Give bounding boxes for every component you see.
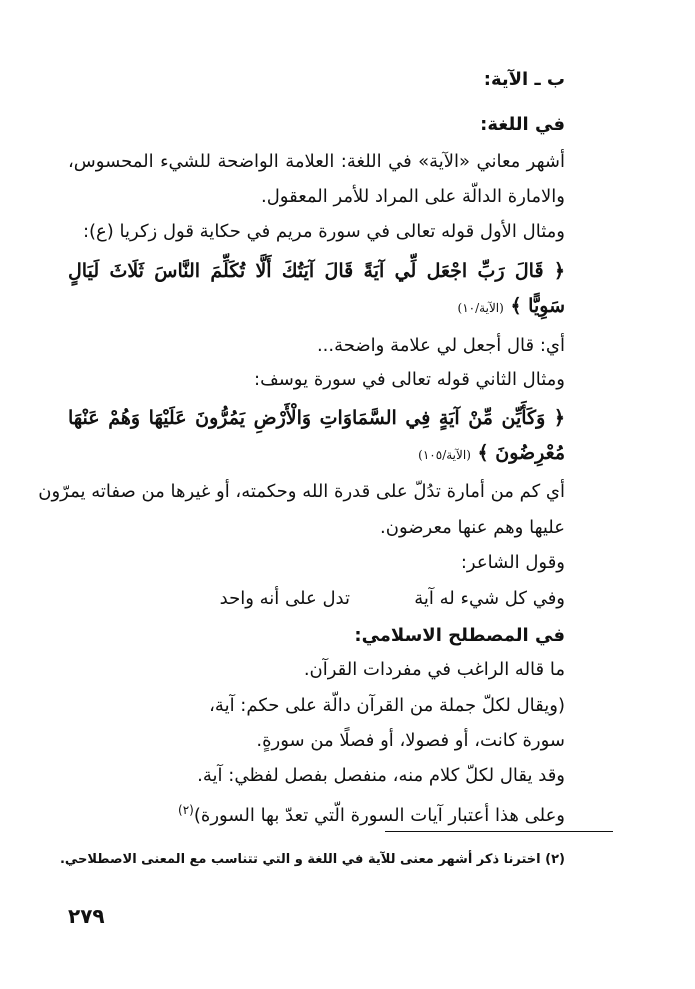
- quran-verse-end: سَوِيًّا ﴾: [510, 295, 565, 317]
- quran-verse-line: ﴿ قَالَ رَبِّ اجْعَل لِّي آيَةً قَالَ آيَتُكَ أَلَّا تُكَلِّمَ النَّاسَ ثَلَاثَ لَيَالٍ: [68, 260, 565, 282]
- body-line: أي كم من أمارة تدُلّ على قدرة الله وحكمته، أو غيرها من صفاته يمرّون: [38, 481, 565, 502]
- body-line: أي: قال أجعل لي علامة واضحة...: [316, 335, 565, 356]
- footnote-marker: (٢): [178, 803, 194, 817]
- body-line: وقد يقال لكلّ كلام منه، منفصل بفصل لفظي: آية.: [197, 765, 565, 786]
- body-line: ما قاله الراغب في مفردات القرآن.: [303, 659, 565, 680]
- quran-verse-line: [68, 292, 565, 322]
- body-line: [68, 796, 565, 830]
- body-line: (ويقال لكلّ جملة من القرآن دالّة على حكم: آية،: [209, 695, 565, 716]
- page-number: ٢٧٩: [68, 904, 105, 928]
- poem-hemistich-first: وفي كل شيء له آية: [414, 588, 565, 609]
- quran-verse-line: ﴿ وَكَأَيِّن مِّنْ آيَةٍ فِي السَّمَاوَاتِ وَالْأَرْضِ يَمُرُّونَ عَلَيْهَا وَهُمْ عَنْهَا: [68, 407, 565, 429]
- body-line: عليها وهم عنها معرضون.: [380, 517, 565, 538]
- subheading-terminology: في المصطلح الاسلامي:: [354, 625, 565, 646]
- body-line: ومثال الثاني قوله تعالى في سورة يوسف:: [254, 369, 565, 390]
- body-line: سورة كانت، أو فصولا، أو فصلًا من سورةٍ.: [256, 730, 565, 751]
- verse-reference: (الآية/١٠٥): [418, 448, 471, 462]
- poem-hemistich-second: تدل على أنه واحد: [219, 588, 350, 609]
- footnote-divider: [385, 831, 613, 832]
- verse-reference: (الآية/١٠): [457, 301, 504, 315]
- body-line: أشهر معاني «الآية» في اللغة: العلامة الواضحة للشيء المحسوس،: [68, 151, 565, 172]
- subheading-language: في اللغة:: [480, 114, 565, 135]
- quran-verse-end: مُعْرِضُونَ ﴾: [477, 442, 565, 464]
- footnote-text: (٢) اخترنا ذكر أشهر معنى للآية في اللغة و التي تتناسب مع المعنى الاصطلاحي.: [59, 852, 565, 867]
- quran-verse-line: [68, 439, 565, 469]
- body-line: ومثال الأول قوله تعالى في سورة مريم في حكاية قول زكريا (ع):: [82, 221, 565, 242]
- body-line: والامارة الدالّة على المراد للأمر المعقول.: [260, 186, 565, 207]
- section-heading: ب ـ الآية:: [483, 69, 565, 90]
- quotation-end: وعلى هذا أعتبار آيات السورة الّتي تعدّ بها السورة): [193, 805, 565, 826]
- body-line: وقول الشاعر:: [460, 552, 565, 573]
